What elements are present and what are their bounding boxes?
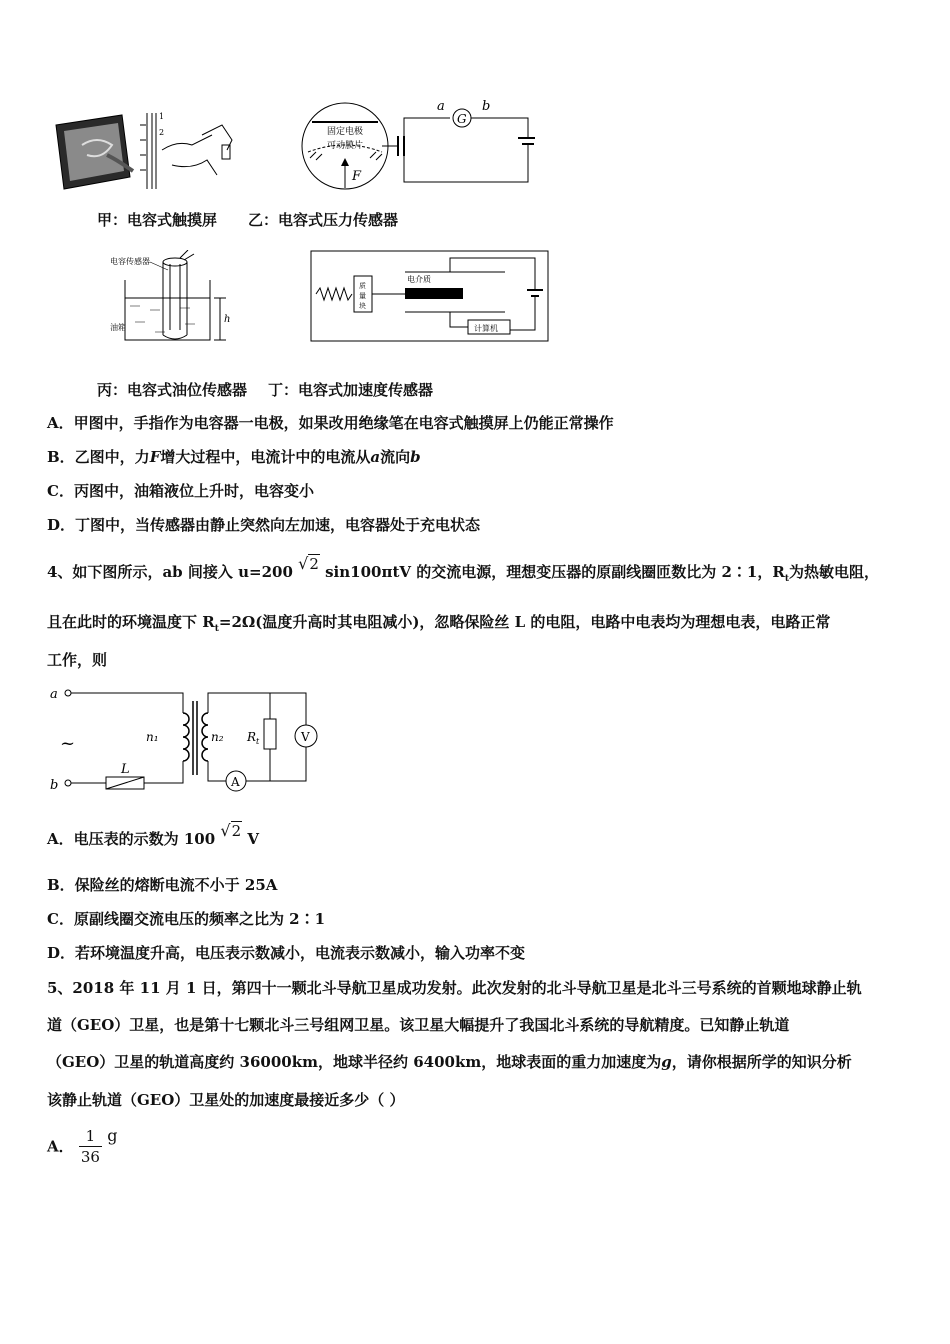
q4-option-d: D．若环境温度升高，电压表示数减小，电流表示数减小，输入功率不变 bbox=[47, 944, 526, 962]
figure-ding-acceleration bbox=[310, 250, 550, 343]
dielectric-label: 电介质 bbox=[407, 275, 431, 284]
q5-line-4: 该静止轨道（GEO）卫星处的加速度最接近多少（ ） bbox=[47, 1091, 405, 1109]
ac-source-icon: ~ bbox=[60, 733, 76, 754]
figure-jia-touchscreen bbox=[52, 105, 242, 195]
jia-tick-1: 1 bbox=[159, 112, 165, 121]
q4-line-1: 4、如下图所示，ab 间接入 u=200 √2 sin100πtV 的交流电源，理想变压器的原副线圈匝数比为 2∶1，$R_t$为热敏电阻， bbox=[47, 554, 879, 584]
terminal-b: b bbox=[50, 778, 59, 793]
n1-label: n₁ bbox=[146, 730, 159, 744]
q3-option-d: D．丁图中，当传感器由静止突然向左加速，电容器处于充电状态 bbox=[47, 516, 481, 534]
fuse-label: L bbox=[121, 762, 130, 777]
mass-label: 质 bbox=[359, 282, 366, 290]
q3-option-b: B．乙图中，力F增大过程中，电流计中的电流从a流向b bbox=[47, 448, 421, 466]
q4-line-3: 工作，则 bbox=[47, 651, 108, 669]
yi-point-a: a bbox=[437, 100, 445, 114]
q5-line-1: 5、2018 年 11 月 1 日，第四十一颗北斗导航卫星成功发射。此次发射的北斗导航卫星是北斗三号系统的首颗地球静止轨 bbox=[47, 979, 862, 997]
n2-label: n₂ bbox=[211, 730, 224, 744]
svg-text:量: 量 bbox=[359, 292, 366, 300]
thermistor-icon bbox=[264, 719, 276, 749]
fraction-1-36: $\frac{1}{36}$ bbox=[80, 1127, 100, 1166]
q4-line-2: 且在此时的环境温度下 $R_t=2\Omega$(温度升高时其电阻减小)，忽略保险丝 L 的电阻，电路中电表均为理想电表，电路正常 bbox=[47, 613, 831, 634]
svg-text:块: 块 bbox=[359, 302, 366, 310]
fixed-electrode-label: 固定电极 bbox=[327, 127, 364, 137]
galvanometer-icon: G bbox=[457, 112, 467, 126]
q3-option-a: A．甲图中，手指作为电容器一电极，如果改用绝缘笔在电容式触摸屏上仍能正常操作 bbox=[47, 414, 614, 432]
q5-line-2: 道（GEO）卫星，也是第十七颗北斗三号组网卫星。该卫星大幅提升了我国北斗系统的导航精度。已知静止轨道 bbox=[47, 1016, 790, 1034]
height-label: h bbox=[224, 314, 231, 325]
oil-box-label: 油箱 bbox=[110, 323, 126, 332]
figure-bing-oil-level bbox=[110, 250, 240, 345]
force-label: F bbox=[352, 169, 362, 184]
sensor-label: 电容传感器 bbox=[110, 257, 150, 266]
ammeter-icon: A bbox=[231, 775, 240, 789]
jia-tick-2: 2 bbox=[159, 128, 165, 137]
terminal-a: a bbox=[50, 687, 58, 702]
caption-ding: 丁：电容式加速度传感器 bbox=[268, 381, 434, 399]
caption-yi: 乙：电容式压力传感器 bbox=[248, 211, 399, 229]
q4-option-c: C．原副线圈交流电压的频率之比为 2∶1 bbox=[47, 910, 326, 928]
caption-bing: 丙：电容式油位传感器 bbox=[97, 381, 248, 399]
figure-yi-pressure-sensor bbox=[300, 100, 535, 192]
q4-option-b: B．保险丝的熔断电流不小于 25A bbox=[47, 876, 278, 894]
computer-label: 计算机 bbox=[474, 324, 498, 333]
q3-option-c: C．丙图中，油箱液位上升时，电容变小 bbox=[47, 482, 314, 500]
thermistor-label: $R_t$ bbox=[247, 730, 260, 746]
q5-option-a: A． $\frac{1}{36}$ g bbox=[47, 1126, 118, 1166]
q4-option-a: A．电压表的示数为 100 √2 V bbox=[47, 821, 260, 848]
yi-point-b: b bbox=[482, 100, 491, 114]
caption-jia: 甲：电容式触摸屏 bbox=[97, 211, 218, 229]
voltmeter-icon: V bbox=[301, 730, 310, 744]
figure-q4-circuit bbox=[48, 683, 328, 798]
q5-line-3: （GEO）卫星的轨道高度约 36000km，地球半径约 6400km，地球表面的重力加速度为g，请你根据所学的知识分析 bbox=[47, 1053, 852, 1071]
movable-membrane-label: 可动膜片 bbox=[327, 141, 364, 151]
